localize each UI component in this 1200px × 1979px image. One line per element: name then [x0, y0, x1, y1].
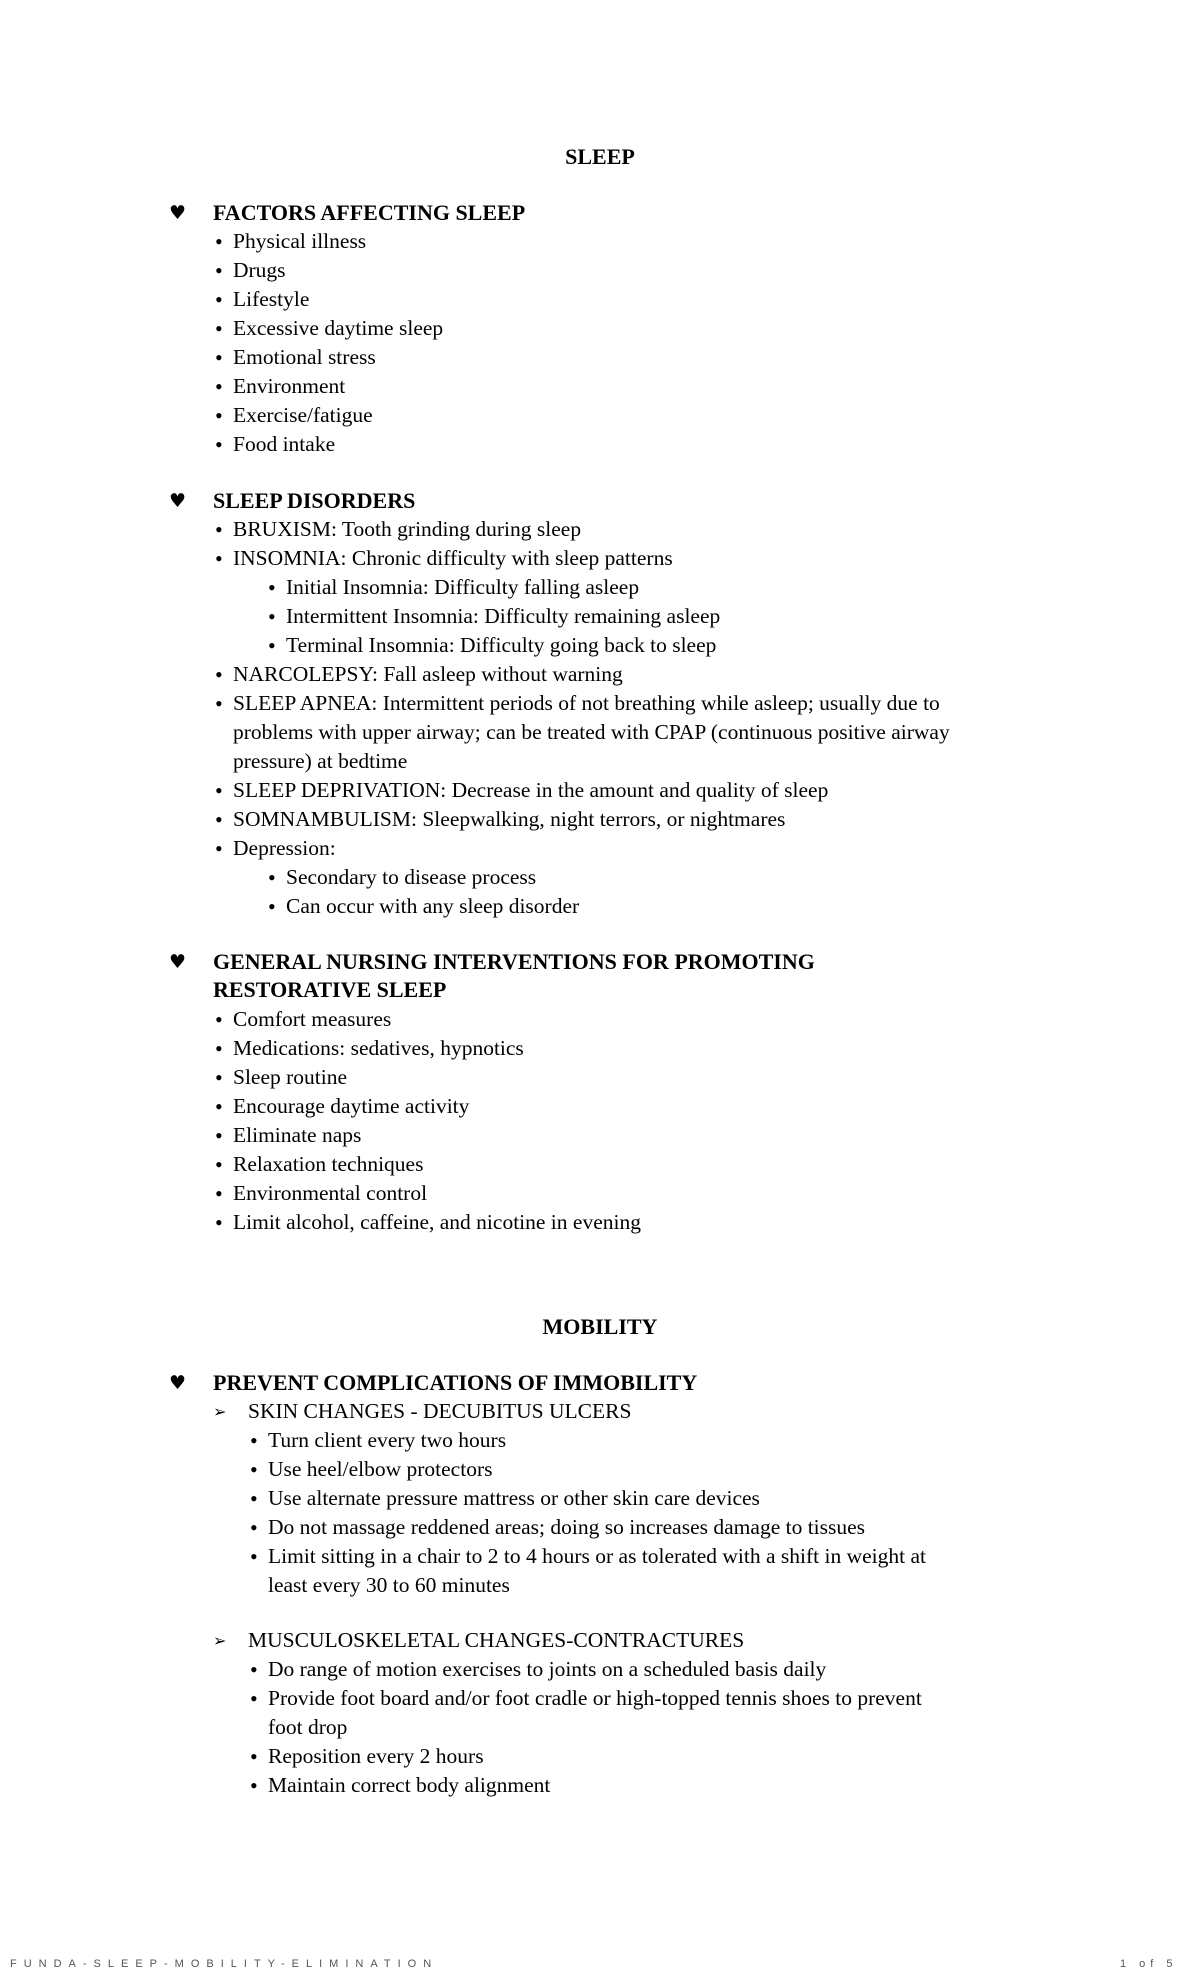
- heart-bullet-icon: ♥: [169, 490, 187, 512]
- list-item: • SLEEP APNEA: Intermittent periods of not breathing while asleep; usually due to problems with upper airway; can be treated with CPAP (continuous positive airway pressure) at bedtime: [215, 691, 950, 773]
- bullet-icon: •: [215, 807, 223, 832]
- list-item: • Medications: sedatives, hypnotics: [215, 1036, 524, 1061]
- list-item: • Relaxation techniques: [215, 1152, 424, 1177]
- list-item: • Emotional stress: [215, 345, 376, 370]
- arrow-bullet-icon: ➢: [213, 1631, 227, 1650]
- bullet-icon: •: [250, 1686, 258, 1711]
- musculoskeletal-subheading: ➢ MUSCULOSKELETAL CHANGES-CONTRACTURES: [213, 1626, 1033, 1655]
- bullet-icon: •: [268, 894, 276, 919]
- footer-page-number: 1 of 5: [1120, 1958, 1178, 1970]
- bullet-icon: •: [215, 778, 223, 803]
- prevent-heading-text: PREVENT COMPLICATIONS OF IMMOBILITY: [213, 1370, 698, 1395]
- list-item: • Maintain correct body alignment: [250, 1773, 551, 1798]
- sub-list-item: • Can occur with any sleep disorder: [268, 894, 580, 919]
- bullet-icon: •: [215, 316, 223, 341]
- list-item: • Excessive daytime sleep: [215, 316, 444, 341]
- bullet-icon: •: [215, 287, 223, 312]
- arrow-bullet-icon: ➢: [213, 1402, 227, 1421]
- factors-heading-text: FACTORS AFFECTING SLEEP: [213, 200, 526, 225]
- list-item: • Exercise/fatigue: [215, 403, 373, 428]
- bullet-icon: •: [215, 345, 223, 370]
- list-item: • Depression:: [215, 836, 336, 861]
- mobility-title: MOBILITY: [542, 1314, 658, 1339]
- list-item: • Drugs: [215, 258, 286, 283]
- list-item: • BRUXISM: Tooth grinding during sleep: [215, 517, 582, 542]
- list-item: • Comfort measures: [215, 1007, 392, 1032]
- list-item: • NARCOLEPSY: Fall asleep without warning: [215, 662, 623, 687]
- list-item: • Use heel/elbow protectors: [250, 1457, 493, 1482]
- bullet-icon: •: [215, 258, 223, 283]
- heart-bullet-icon: ♥: [169, 951, 187, 973]
- list-item: • Environment: [215, 374, 346, 399]
- list-item: • Use alternate pressure mattress or other skin care devices: [250, 1486, 760, 1511]
- bullet-icon: •: [250, 1486, 258, 1511]
- bullet-icon: •: [215, 229, 223, 254]
- list-item: • SLEEP DEPRIVATION: Decrease in the amount and quality of sleep: [215, 778, 829, 803]
- sub-list-item: • Intermittent Insomnia: Difficulty remaining asleep: [268, 604, 721, 629]
- list-item: • Provide foot board and/or foot cradle or high-topped tennis shoes to prevent foot drop: [250, 1686, 922, 1739]
- list-item: • Eliminate naps: [215, 1123, 362, 1148]
- bullet-icon: •: [250, 1773, 258, 1798]
- bullet-icon: •: [215, 1123, 223, 1148]
- list-item: • Limit alcohol, caffeine, and nicotine in evening: [215, 1210, 641, 1235]
- sub-list-item: • Terminal Insomnia: Difficulty going back to sleep: [268, 633, 717, 658]
- list-item: • Do range of motion exercises to joints on a scheduled basis daily: [250, 1657, 827, 1682]
- interventions-heading-text: GENERAL NURSING INTERVENTIONS FOR PROMOTING RESTORATIVE SLEEP: [213, 949, 815, 1002]
- bullet-icon: •: [250, 1657, 258, 1682]
- bullet-icon: •: [250, 1744, 258, 1769]
- list-item: • Reposition every 2 hours: [250, 1744, 484, 1769]
- list-item: • Physical illness: [215, 229, 367, 254]
- bullet-icon: •: [215, 1094, 223, 1119]
- bullet-icon: •: [250, 1515, 258, 1540]
- list-item: • Food intake: [215, 432, 336, 457]
- list-item: • Limit sitting in a chair to 2 to 4 hours or as tolerated with a shift in weight at least every 30 to 60 minutes: [250, 1544, 927, 1597]
- list-item: • Sleep routine: [215, 1065, 348, 1090]
- skin-changes-subheading: ➢ SKIN CHANGES - DECUBITUS ULCERS: [213, 1397, 1033, 1426]
- bullet-icon: •: [215, 432, 223, 457]
- bullet-icon: •: [215, 836, 223, 861]
- sub-list-item: • Initial Insomnia: Difficulty falling asleep: [268, 575, 640, 600]
- bullet-icon: •: [215, 1181, 223, 1206]
- bullet-icon: •: [268, 633, 276, 658]
- heart-bullet-icon: ♥: [169, 1372, 187, 1394]
- bullet-icon: •: [215, 1065, 223, 1090]
- bullet-icon: •: [215, 1210, 223, 1235]
- bullet-icon: •: [215, 546, 223, 571]
- disorders-heading-text: SLEEP DISORDERS: [213, 488, 416, 513]
- bullet-icon: •: [250, 1544, 258, 1569]
- list-item: • Environmental control: [215, 1181, 428, 1206]
- bullet-icon: •: [268, 865, 276, 890]
- footer-document-name: FUNDA-SLEEP-MOBILITY-ELIMINATION: [10, 1958, 439, 1970]
- list-item: • Encourage daytime activity: [215, 1094, 470, 1119]
- sub-list-item: • Secondary to disease process: [268, 865, 537, 890]
- bullet-icon: •: [215, 1036, 223, 1061]
- bullet-icon: •: [268, 575, 276, 600]
- list-item: • Turn client every two hours: [250, 1428, 507, 1453]
- bullet-icon: •: [250, 1457, 258, 1482]
- sleep-title: SLEEP: [565, 144, 635, 169]
- bullet-icon: •: [215, 691, 223, 716]
- list-item: • SOMNAMBULISM: Sleepwalking, night terrors, or nightmares: [215, 807, 786, 832]
- bullet-icon: •: [215, 662, 223, 687]
- bullet-icon: •: [250, 1428, 258, 1453]
- bullet-icon: •: [268, 604, 276, 629]
- bullet-icon: •: [215, 374, 223, 399]
- list-item: • INSOMNIA: Chronic difficulty with sleep patterns: [215, 546, 673, 571]
- heart-bullet-icon: ♥: [169, 202, 187, 224]
- bullet-icon: •: [215, 1152, 223, 1177]
- bullet-icon: •: [215, 1007, 223, 1032]
- list-item: • Do not massage reddened areas; doing so increases damage to tissues: [250, 1515, 866, 1540]
- list-item: • Lifestyle: [215, 287, 310, 312]
- bullet-icon: •: [215, 403, 223, 428]
- bullet-icon: •: [215, 517, 223, 542]
